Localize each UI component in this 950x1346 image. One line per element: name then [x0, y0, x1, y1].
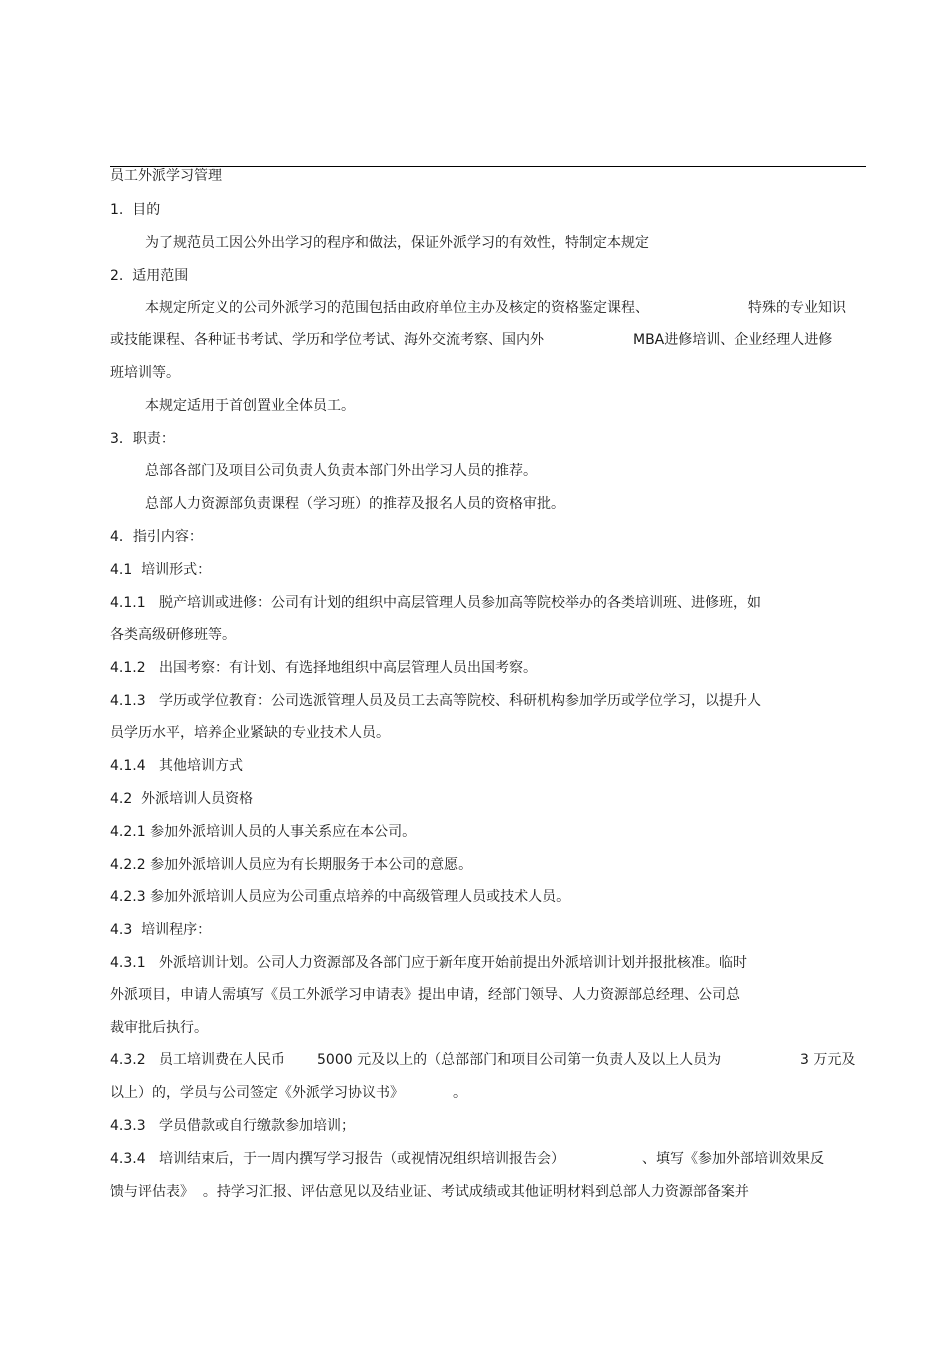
- section-4-2-heading: 4.2 外派培训人员资格: [110, 791, 254, 807]
- section-1-body: 为了规范员工因公外出学习的程序和做法，保证外派学习的有效性，特制定本规定: [145, 235, 649, 251]
- clause-4-1-3-line-1: 4.1.3 学历或学位教育：公司选派管理人员及员工去高等院校、科研机构参加学历或学位学习，以提升人: [110, 693, 761, 709]
- section-4-heading: 4．指引内容：: [110, 529, 203, 545]
- clause-4-2-3: 4.2.3 参加外派培训人员应为公司重点培养的中高级管理人员或技术人员。: [110, 889, 571, 905]
- section-1-heading: 1. 目的: [110, 202, 161, 218]
- document-title: 员工外派学习管理: [110, 168, 222, 184]
- text-segment: 特殊的专业知识: [748, 300, 846, 316]
- text-segment: 、填写《参加外部培训效果反: [642, 1151, 824, 1167]
- section-2-heading: 2. 适用范围: [110, 268, 189, 284]
- section-4-1-heading: 4.1 培训形式：: [110, 562, 212, 578]
- clause-4-3-1-line-2: 外派项目，申请人需填写《员工外派学习申请表》提出申请，经部门领导、人力资源部总经理、公司总: [110, 987, 740, 1003]
- section-3-body-1: 总部各部门及项目公司负责人负责本部门外出学习人员的推荐。: [145, 463, 537, 479]
- text-segment: 。: [453, 1085, 467, 1101]
- section-2-scope: 本规定适用于首创置业全体员工。: [145, 398, 355, 414]
- text-segment: MBA进修培训、企业经理人进修: [633, 332, 833, 348]
- text-segment: 或技能课程、各种证书考试、学历和学位考试、海外交流考察、国内外: [110, 332, 544, 348]
- clause-4-3-1-line-1: 4.3.1 外派培训计划。公司人力资源部及各部门应于新年度开始前提出外派培训计划并报批核准。临时: [110, 955, 747, 971]
- text-segment: 3 万元及: [800, 1052, 856, 1068]
- clause-4-2-1: 4.2.1 参加外派培训人员的人事关系应在本公司。: [110, 824, 417, 840]
- section-2-body-line-3: 班培训等。: [110, 365, 180, 381]
- text-segment: 本规定所定义的公司外派学习的范围包括由政府单位主办及核定的资格鉴定课程、: [145, 300, 649, 316]
- section-3-heading: 3．职责：: [110, 431, 175, 447]
- clause-4-1-4: 4.1.4 其他培训方式: [110, 758, 243, 774]
- text-segment: 4.3.4 培训结束后，于一周内撰写学习报告（或视情况组织培训报告会）: [110, 1151, 565, 1167]
- clause-4-1-3-line-2: 员学历水平，培养企业紧缺的专业技术人员。: [110, 725, 390, 741]
- clause-4-1-1-line-2: 各类高级研修班等。: [110, 627, 236, 643]
- text-segment: 以上）的，学员与公司签定《外派学习协议书》: [110, 1085, 404, 1101]
- header-rule: [110, 166, 866, 167]
- section-4-3-heading: 4.3 培训程序：: [110, 922, 212, 938]
- clause-4-2-2: 4.2.2 参加外派培训人员应为有长期服务于本公司的意愿。: [110, 857, 473, 873]
- section-2-body-line-2: [110, 331, 860, 403]
- text-segment: 4.3.2 员工培训费在人民币: [110, 1052, 285, 1068]
- clause-4-3-3: 4.3.3 学员借款或自行缴款参加培训；: [110, 1118, 355, 1134]
- text-segment: 5000 元及以上的（总部部门和项目公司第一负责人及以上人员为: [317, 1052, 722, 1068]
- clause-4-3-4-line-2: 馈与评估表》 。持学习汇报、评估意见以及结业证、考试成绩或其他证明材料到总部人力资源部备案并: [110, 1184, 749, 1200]
- clause-4-1-1-line-1: 4.1.1 脱产培训或进修：公司有计划的组织中高层管理人员参加高等院校举办的各类培训班、进修班，如: [110, 595, 761, 611]
- clause-4-1-2: 4.1.2 出国考察：有计划、有选择地组织中高层管理人员出国考察。: [110, 660, 537, 676]
- clause-4-3-1-line-3: 裁审批后执行。: [110, 1020, 208, 1036]
- section-3-body-2: 总部人力资源部负责课程（学习班）的推荐及报名人员的资格审批。: [145, 496, 565, 512]
